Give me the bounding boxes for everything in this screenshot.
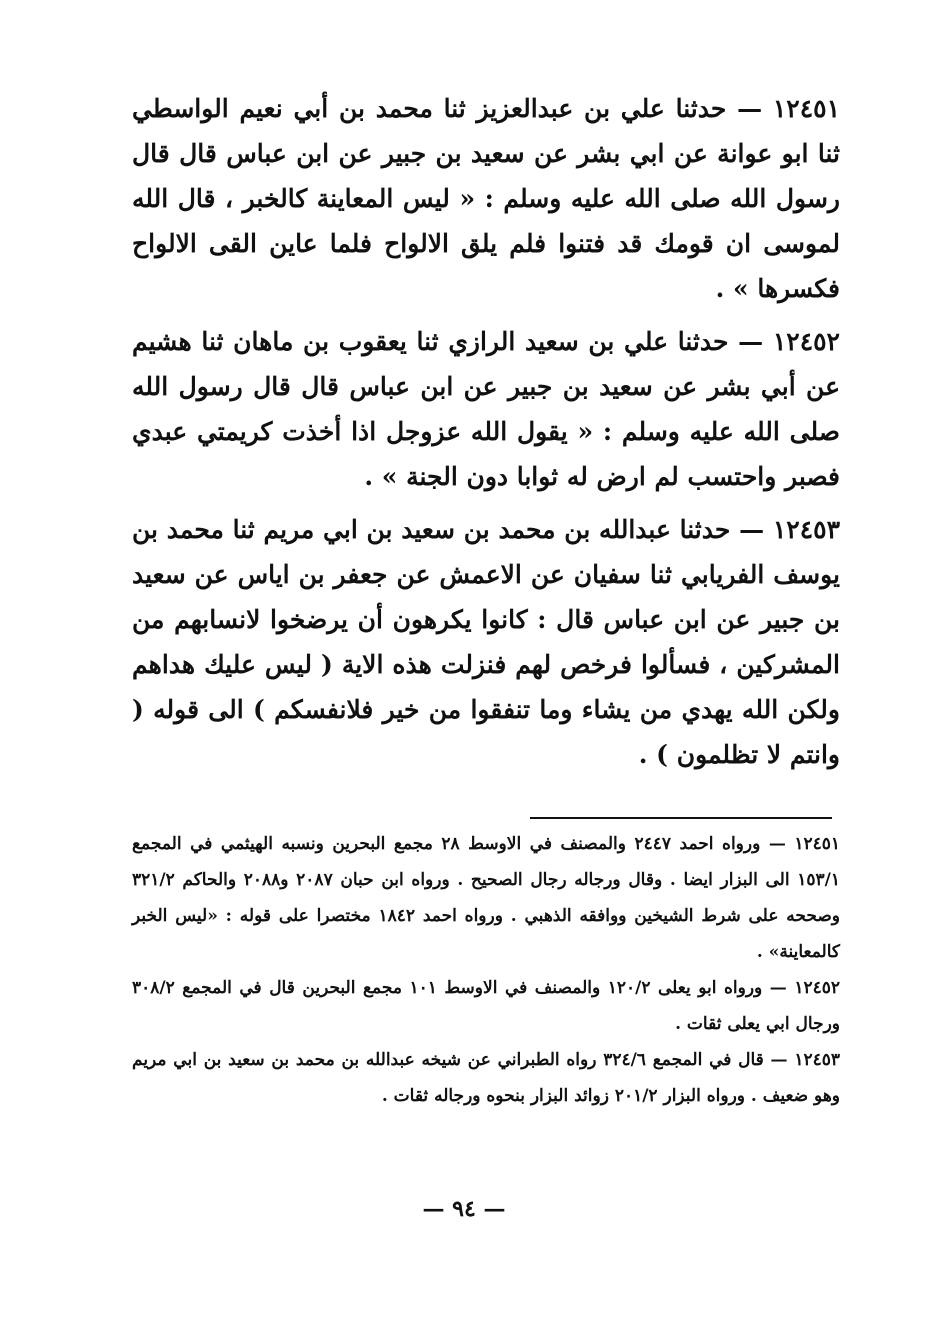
hadith-text: — حدثنا علي بن سعيد الرازي ثنا يعقوب بن ماهان ثنا هشيم عن أبي بشر عن سعيد بن جبير عن ابن عباس قال قال رسول الله صلى الله عليه وسلم : « يقول الله عزوجل اذا أخذت كريمتي عبدي فصبر واحتسب لم ارض له ثوابا دون الجنة » .: [132, 327, 840, 491]
footnote-number: ١٢٤٥٢: [794, 978, 840, 998]
footnote-text: — ورواه ابو يعلى ١٢٠/٢ والمصنف في الاوسط ١٠١ مجمع البحرين قال في المجمع ٣٠٨/٢ ورجال ابي يعلى ثقات .: [132, 978, 840, 1034]
hadith-number: ١٢٤٥١: [772, 94, 840, 123]
footnote-number: ١٢٤٥٣: [794, 1050, 840, 1070]
hadith-12452: [132, 319, 840, 499]
hadith-body: [132, 86, 840, 777]
footnote-divider: [530, 817, 832, 819]
hadith-12453: [132, 507, 840, 777]
footnotes: [132, 826, 840, 1114]
footnote-text: — ورواه احمد ٢٤٤٧ والمصنف في الاوسط ٢٨ مجمع البحرين ونسبه الهيثمي في المجمع ١٥٣/١ الى البزار ايضا . وقال ورجاله رجال الصحيح . ورواه ابن حبان ٢٠٨٧ و٢٠٨٨ والحاكم ٣٢١/٢ وصححه على شرط الشيخين ووافقه الذهبي . ورواه احمد ١٨٤٢ مختصرا على قوله : «ليس الخبر كالمعاينة» .: [132, 834, 840, 962]
hadith-text: — حدثنا عبدالله بن محمد بن سعيد بن ابي مريم ثنا محمد بن يوسف الفريابي ثنا سفيان عن الاعمش عن جعفر بن اياس عن سعيد بن جبير عن ابن عباس قال : كانوا يكرهون أن يرضخوا لانسابهم من المشركين ، فسألوا فرخص لهم فنزلت هذه الاية ( ليس عليك هداهم ولكن الله يهدي من يشاء وما تنفقوا من خير فلانفسكم ) الى قوله ( وانتم لا تظلمون ) .: [132, 515, 840, 769]
page-number: — ٩٤ —: [422, 1196, 506, 1222]
footnote-text: — قال في المجمع ٣٢٤/٦ رواه الطبراني عن شيخه عبدالله بن محمد بن سعيد بن ابي مريم وهو ضعيف . ورواه البزار ٢٠١/٢ زوائد البزار بنحوه ورجاله ثقات .: [132, 1050, 840, 1106]
hadith-number: ١٢٤٥٣: [772, 515, 840, 544]
hadith-12451: [132, 86, 840, 311]
footnote-12451: [132, 826, 840, 970]
footnote-12452: [132, 970, 840, 1042]
footnote-number: ١٢٤٥١: [794, 834, 841, 854]
hadith-text: — حدثنا علي بن عبدالعزيز ثنا محمد بن أبي نعيم الواسطي ثنا ابو عوانة عن ابي بشر عن سعيد بن جبير عن ابن عباس قال قال رسول الله صلى الله عليه وسلم : « ليس المعاينة كالخبر ، قال الله لموسى ان قومك قد فتنوا فلم يلق الالواح فلما عاين القى الالواح فكسرها » .: [132, 94, 840, 303]
hadith-number: ١٢٤٥٢: [772, 327, 840, 356]
footnote-12453: [132, 1042, 840, 1114]
